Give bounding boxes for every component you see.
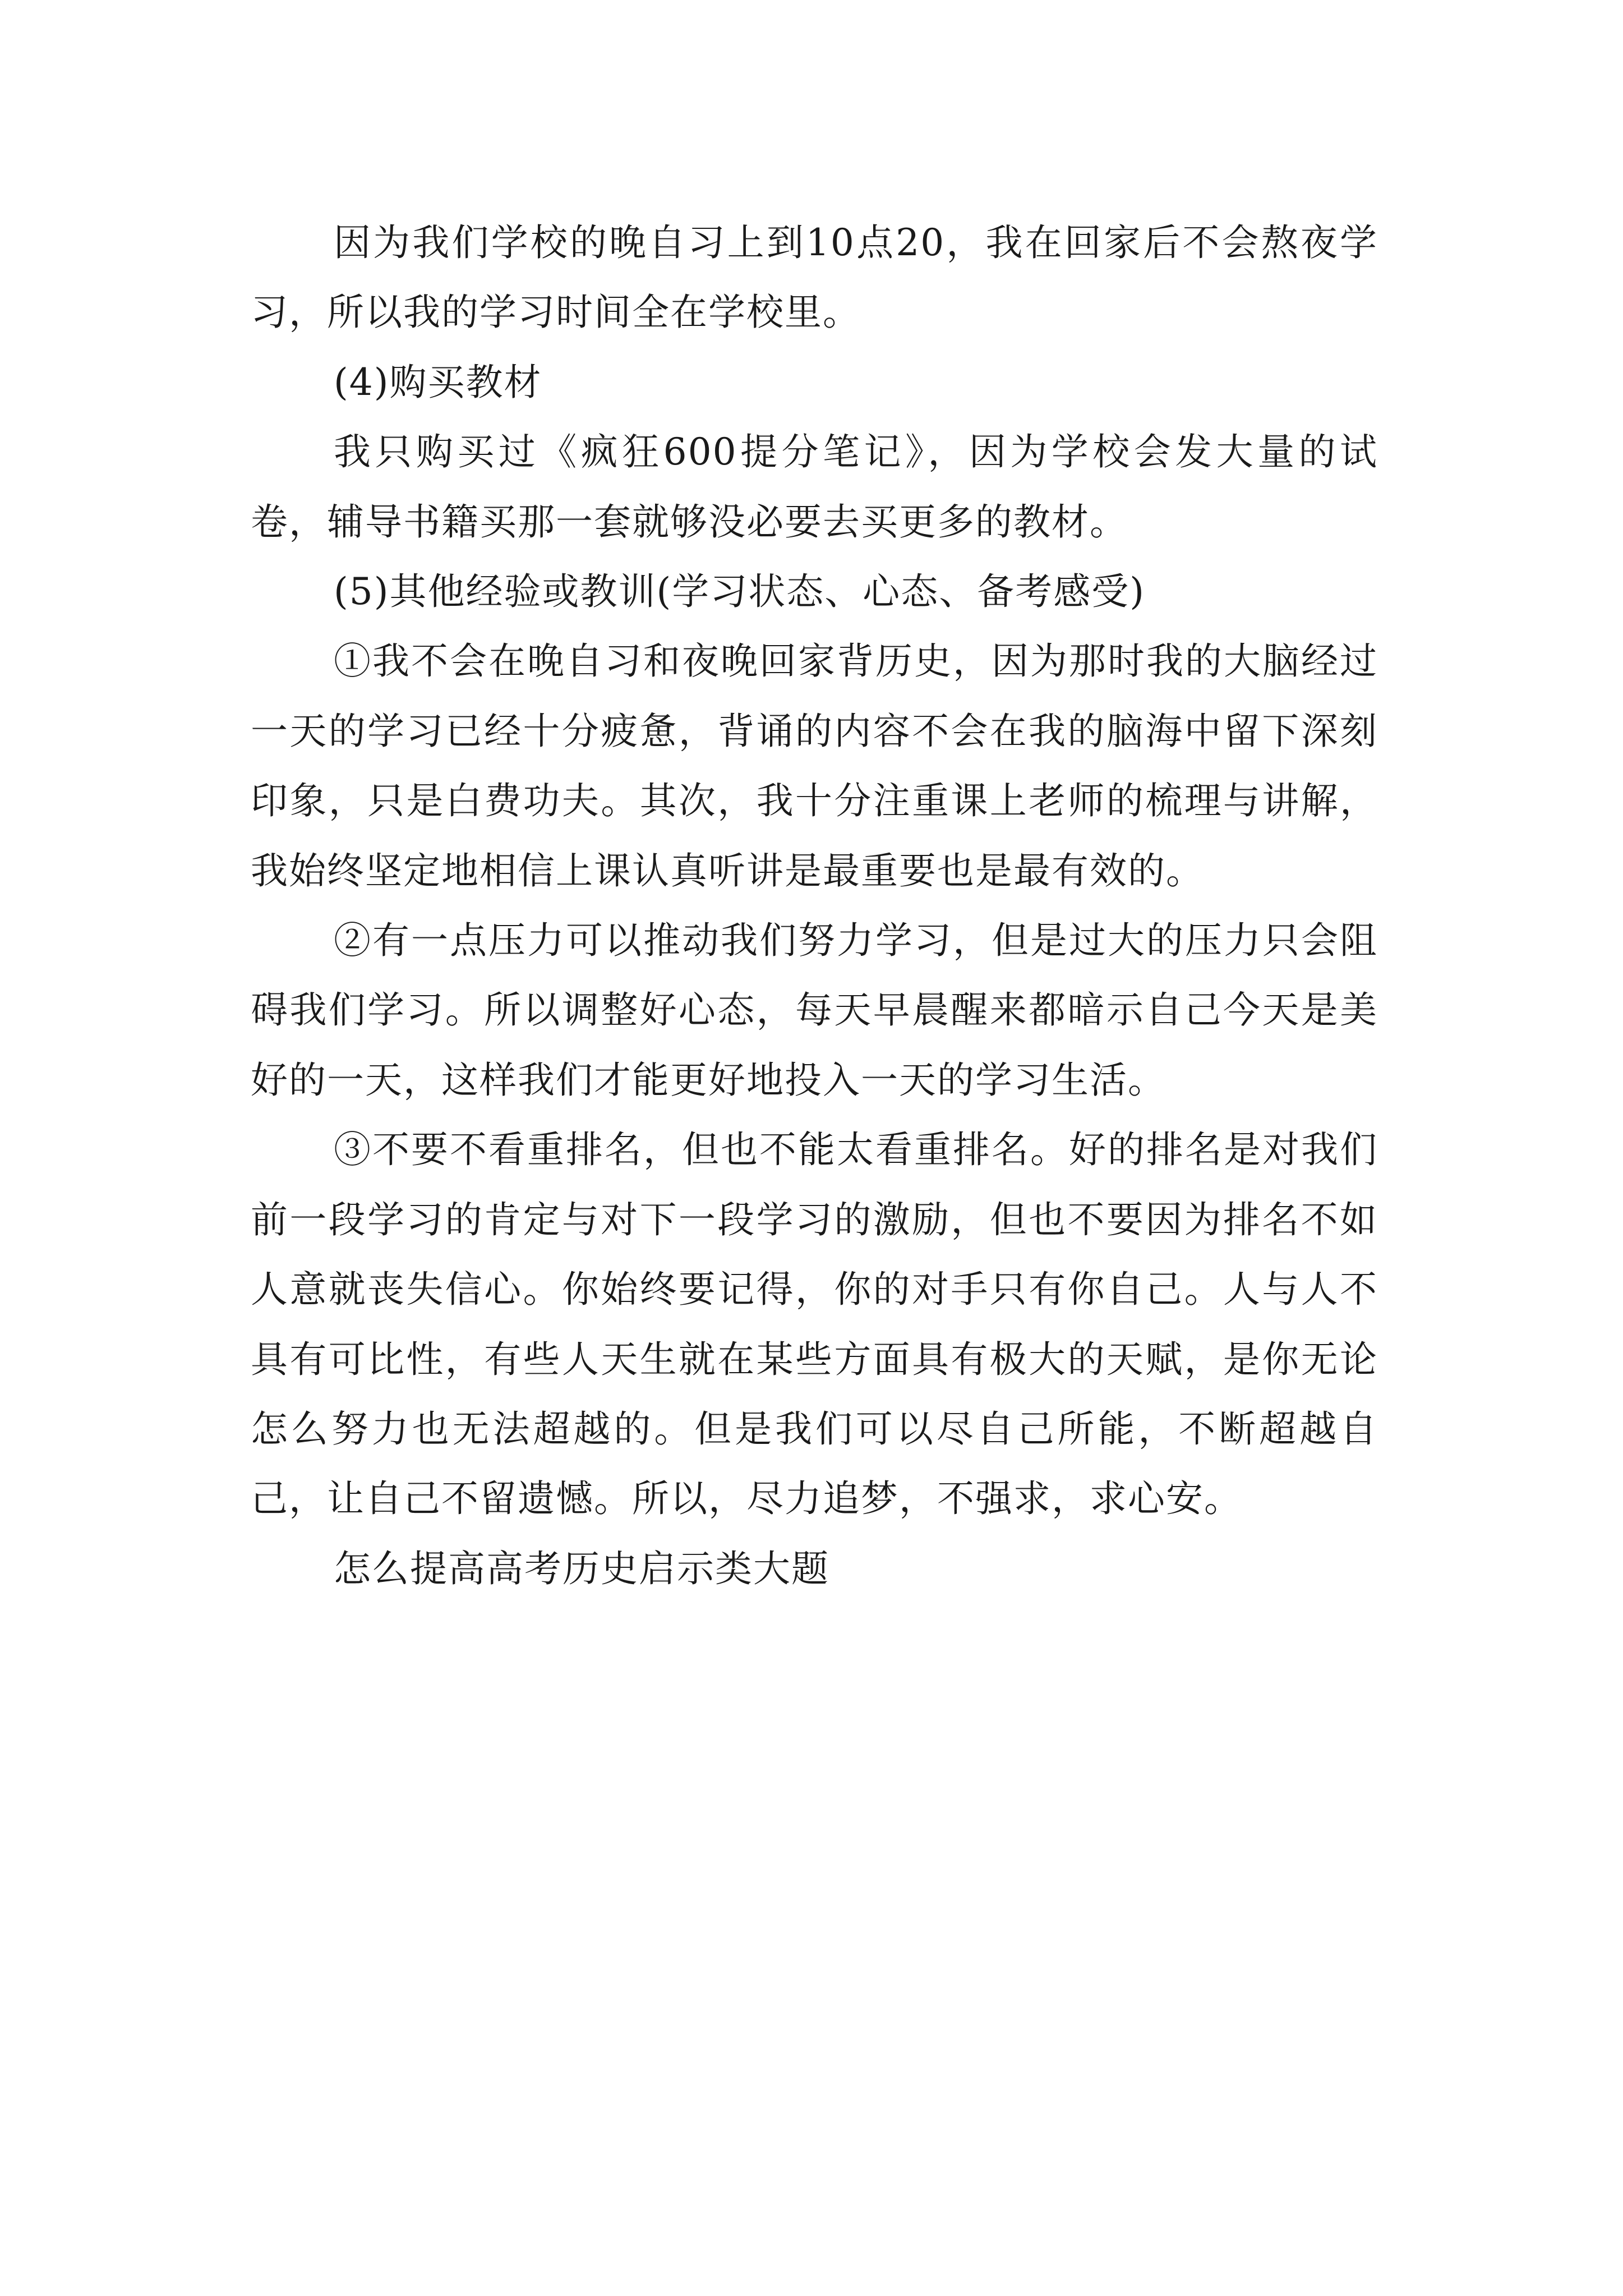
paragraph-point-2: ②有一点压力可以推动我们努力学习，但是过大的压力只会阻碍我们学习。所以调整好心态，每天早晨醒来都暗示自己今天是美好的一天，这样我们才能更好地投入一天的学习生活。 [251,919,1378,1102]
paragraph-point-1: ①我不会在晚自习和夜晚回家背历史，因为那时我的大脑经过一天的学习已经十分疲惫，背诵的内容不会在我的脑海中留下深刻印象，只是白费功夫。其次，我十分注重课上老师的梳理与讲解，我始终坚定地相信上课认真听讲是最重要也是最有效的。 [251,639,1378,892]
heading-next-section: 怎么提高高考历史启示类大题 [334,1547,829,1590]
paragraph-textbooks: 我只购买过《疯狂600提分笔记》，因为学校会发大量的试卷，辅导书籍买那一套就够没必要去买更多的教材。 [251,430,1378,544]
paragraph-point-3: ③不要不看重排名，但也不能太看重排名。好的排名是对我们前一段学习的肯定与对下一段学习的激励，但也不要因为排名不如人意就丧失信心。你始终要记得，你的对手只有你自己。人与人不具有可比性，有些人天生就在某些方面具有极大的天赋，是你无论怎么努力也无法超越的。但是我们可以尽自己所能，不断超越自己，让自己不留遗憾。所以，尽力追梦，不强求，求心安。 [251,1128,1378,1521]
heading-other-experience: (5)其他经验或教训(学习状态、心态、备考感受) [334,570,1145,614]
heading-textbooks: (4)购买教材 [334,360,542,404]
document-body [251,208,1378,1604]
paragraph-study-time: 因为我们学校的晚自习上到10点20，我在回家后不会熬夜学习，所以我的学习时间全在学校里。 [251,221,1378,334]
